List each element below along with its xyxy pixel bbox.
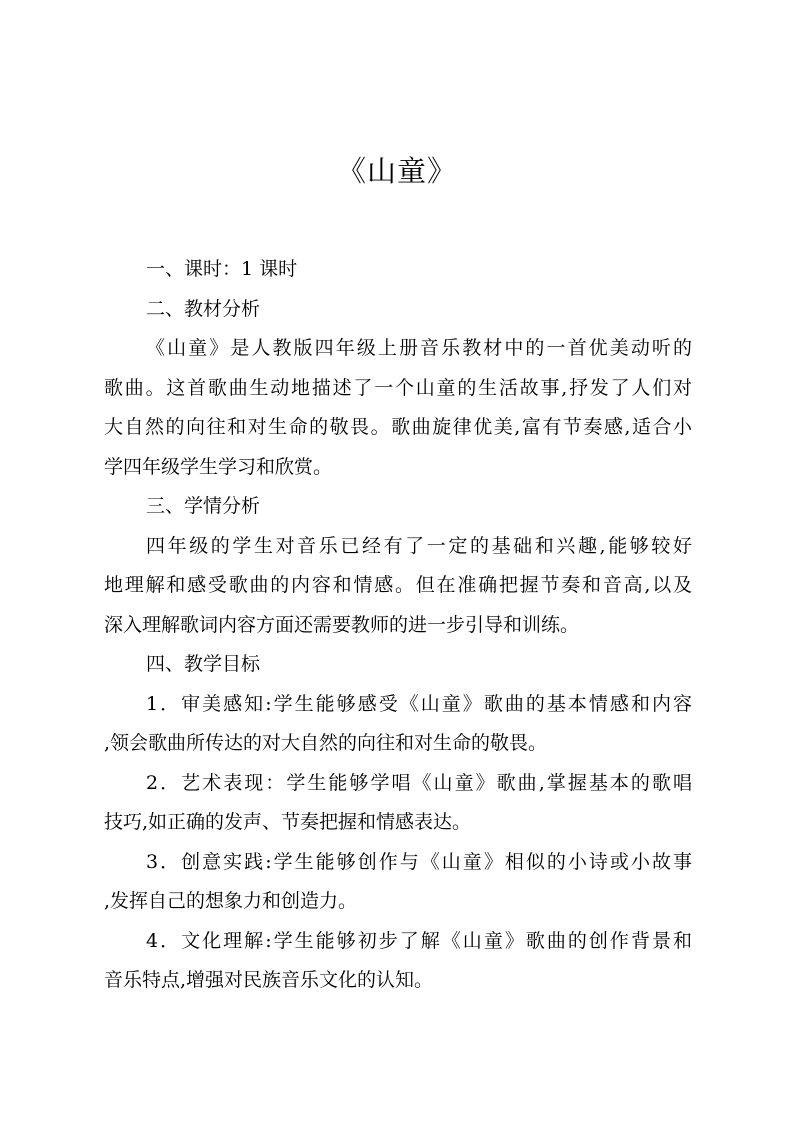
paragraph-line: 《山童》是人教版四年级上册音乐教材中的一首优美动听的: [146, 337, 692, 359]
goal-item-artistic-expression-continued: 技巧,如正确的发声、节奏把握和情感表达。: [104, 811, 472, 833]
paragraph-line: 大自然的向往和对生命的敬畏。歌曲旋律优美,富有节奏感,适合小: [104, 416, 692, 438]
paragraph-line: 地理解和感受歌曲的内容和情感。但在准确把握节奏和音高,以及: [104, 574, 692, 596]
section-heading-material-analysis: 二、教材分析: [146, 297, 261, 320]
goal-item-aesthetic-continued: ,领会歌曲所传达的对大自然的向往和对生命的敬畏。: [104, 732, 548, 754]
paragraph-line: 四年级的学生对音乐已经有了一定的基础和兴趣,能够较好: [146, 534, 692, 557]
goal-item-aesthetic: 1．审美感知:学生能够感受《山童》歌曲的基本情感和内容: [146, 692, 692, 715]
goal-item-creative-practice: 3．创意实践:学生能够创作与《山童》相似的小诗或小故事: [146, 850, 692, 873]
goal-item-creative-practice-continued: ,发挥自己的想象力和创造力。: [104, 890, 358, 912]
goal-item-cultural-understanding-continued: 音乐特点,增强对民族音乐文化的认知。: [104, 969, 434, 991]
paragraph-line: 歌曲。这首歌曲生动地描述了一个山童的生活故事,抒发了人们对: [104, 376, 692, 399]
section-heading-teaching-goals: 四、教学目标: [146, 653, 261, 675]
document-title: 《山童》: [336, 154, 457, 188]
paragraph-line: 深入理解歌词内容方面还需要教师的进一步引导和训练。: [104, 613, 580, 636]
section-heading-learner-analysis: 三、学情分析: [146, 495, 261, 517]
paragraph-line: 学四年级学生学习和欣赏。: [104, 455, 333, 478]
document-body: [104, 250, 692, 1001]
goal-item-artistic-expression: 2．艺术表现：学生能够学唱《山童》歌曲,掌握基本的歌唱: [146, 771, 692, 794]
lesson-time: 一、课时：1 课时: [146, 258, 298, 280]
goal-item-cultural-understanding: 4．文化理解:学生能够初步了解《山童》歌曲的创作背景和: [146, 929, 692, 952]
